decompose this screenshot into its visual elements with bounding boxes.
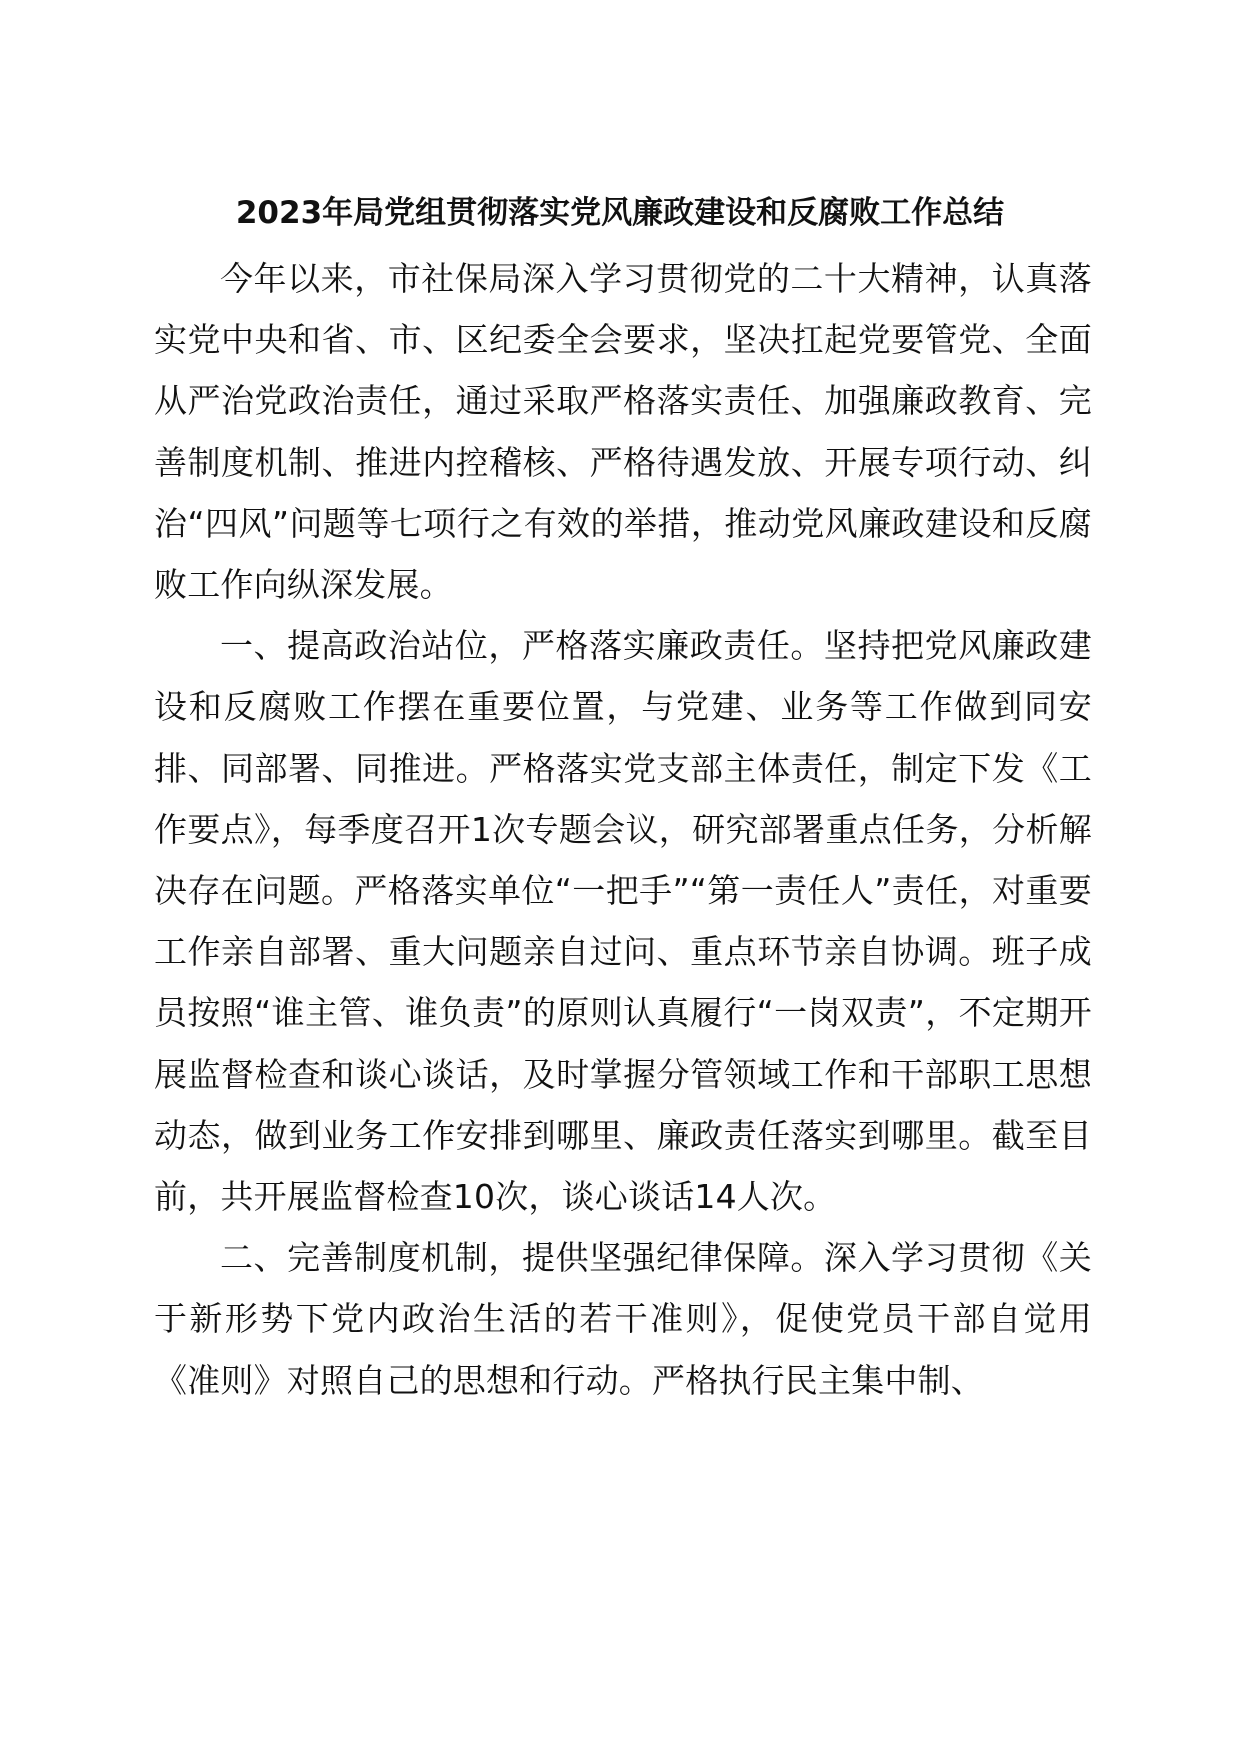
- document-body: [154, 248, 1092, 1411]
- paragraph-section-1: 一、提高政治站位，严格落实廉政责任。坚持把党风廉政建设和反腐败工作摆在重要位置，与党建、业务等工作做到同安排、同部署、同推进。严格落实党支部主体责任，制定下发《工作要点》，每季度召开1次专题会议，研究部署重点任务，分析解决存在问题。严格落实单位“一把手”“第一责任人”责任，对重要工作亲自部署、重大问题亲自过问、重点环节亲自协调。班子成员按照“谁主管、谁负责”的原则认真履行“一岗双责”，不定期开展监督检查和谈心谈话，及时掌握分管领域工作和干部职工思想动态，做到业务工作安排到哪里、廉政责任落实到哪里。截至目前，共开展监督检查10次，谈心谈话14人次。: [154, 626, 1092, 1217]
- paragraph-section-2: 二、完善制度机制，提供坚强纪律保障。深入学习贯彻《关于新形势下党内政治生活的若干准则》，促使党员干部自觉用《准则》对照自己的思想和行动。严格执行民主集中制、: [154, 1238, 1092, 1400]
- document-title: 2023年局党组贯彻落实党风廉政建设和反腐败工作总结: [235, 195, 1005, 231]
- paragraph-intro: 今年以来，市社保局深入学习贯彻党的二十大精神，认真落实党中央和省、市、区纪委全会要求，坚决扛起党要管党、全面从严治党政治责任，通过采取严格落实责任、加强廉政教育、完善制度机制、推进内控稽核、严格待遇发放、开展专项行动、纠治“四风”问题等七项行之有效的举措，推动党风廉政建设和反腐败工作向纵深发展。: [154, 259, 1092, 605]
